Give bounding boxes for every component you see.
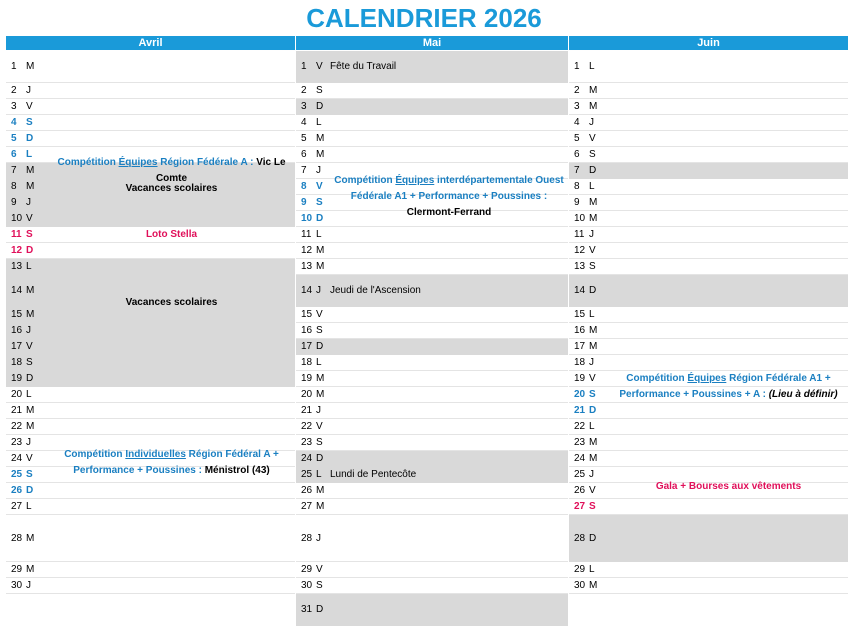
day-number: 21 <box>301 405 313 416</box>
day-number: 5 <box>301 133 307 144</box>
day-letter: L <box>26 149 33 160</box>
month-header-avril: Avril <box>6 36 295 50</box>
day-row <box>569 451 848 467</box>
day-row <box>296 259 568 275</box>
day-number: 19 <box>11 373 23 384</box>
day-list-juin <box>569 51 848 594</box>
day-row <box>569 275 848 307</box>
day-letter: M <box>26 532 35 544</box>
day-number: 18 <box>574 357 586 368</box>
day-number: 23 <box>574 437 586 448</box>
day-number: 9 <box>301 197 307 208</box>
day-number: 11 <box>301 229 312 240</box>
day-number: 29 <box>574 564 586 575</box>
day-row <box>569 323 848 339</box>
day-number: 27 <box>574 501 586 512</box>
day-row <box>569 435 848 451</box>
day-number: 27 <box>301 501 313 512</box>
day-letter: M <box>26 181 35 192</box>
day-letter: D <box>26 373 34 384</box>
day-number: 26 <box>301 485 313 496</box>
day-number: 2 <box>11 85 17 96</box>
day-letter: L <box>26 261 32 272</box>
day-number: 25 <box>11 469 23 480</box>
day-number: 1 <box>301 61 307 72</box>
day-letter: J <box>589 229 594 240</box>
day-number: 13 <box>574 261 586 272</box>
day-number: 24 <box>574 453 586 464</box>
day-letter: S <box>589 261 596 272</box>
day-letter: D <box>316 213 324 224</box>
event-competition-equipes-avril: Compétition Équipes Région Fédérale A : Vic Le Comte <box>57 157 286 184</box>
day-number: 30 <box>574 580 586 591</box>
day-row <box>296 419 568 435</box>
day-row <box>296 147 568 163</box>
day-row <box>296 451 568 467</box>
day-number: 17 <box>301 341 313 352</box>
event-gala-bourses: Gala + Bourses aux vêtements <box>655 481 802 492</box>
day-row <box>6 323 295 339</box>
day-number: 29 <box>11 564 23 575</box>
day-letter: L <box>589 421 595 432</box>
day-number: 3 <box>11 101 17 112</box>
day-row <box>296 51 568 83</box>
day-number: 2 <box>574 85 580 96</box>
day-row <box>6 387 295 403</box>
day-row <box>6 419 295 435</box>
day-letter: V <box>589 373 596 384</box>
day-number: 28 <box>574 532 586 544</box>
day-number: 23 <box>301 437 313 448</box>
day-number: 1 <box>574 61 580 72</box>
day-row <box>569 163 848 179</box>
day-letter: J <box>26 580 31 591</box>
day-number: 12 <box>574 245 586 256</box>
day-row <box>6 99 295 115</box>
day-letter: V <box>26 453 33 464</box>
day-letter: D <box>26 485 34 496</box>
day-letter: M <box>589 85 598 96</box>
day-letter: M <box>26 405 35 416</box>
day-letter: L <box>316 229 322 240</box>
day-letter: M <box>316 501 325 512</box>
day-letter: L <box>26 389 32 400</box>
day-number: 7 <box>301 165 307 176</box>
day-row <box>296 371 568 387</box>
day-number: 5 <box>11 133 17 144</box>
day-row <box>6 339 295 355</box>
day-row <box>296 243 568 259</box>
day-row <box>569 211 848 227</box>
day-label: Jeudi de l'Ascension <box>330 285 421 296</box>
day-letter: V <box>26 101 33 112</box>
day-row <box>296 307 568 323</box>
day-letter: V <box>26 213 33 224</box>
day-letter: S <box>316 325 323 336</box>
day-number: 16 <box>574 325 586 336</box>
day-number: 4 <box>301 117 307 128</box>
day-number: 8 <box>301 181 307 192</box>
day-label: Lundi de Pentecôte <box>330 469 417 480</box>
day-letter: J <box>26 85 31 96</box>
day-row <box>569 499 848 515</box>
day-letter: V <box>26 341 33 352</box>
day-letter: D <box>316 341 324 352</box>
day-row <box>6 515 295 562</box>
day-number: 7 <box>574 165 580 176</box>
day-number: 13 <box>11 261 23 272</box>
day-letter: D <box>316 604 324 615</box>
day-letter: J <box>26 197 31 208</box>
day-number: 24 <box>301 453 313 464</box>
day-number: 12 <box>11 245 23 256</box>
day-row <box>296 403 568 419</box>
day-row <box>569 227 848 243</box>
day-number: 10 <box>574 213 586 224</box>
day-number: 29 <box>301 564 313 575</box>
day-number: 18 <box>301 357 313 368</box>
day-row <box>296 83 568 99</box>
event-vacances-scolaires-2: Vacances scolaires <box>125 297 218 308</box>
day-row <box>6 115 295 131</box>
day-letter: D <box>316 453 324 464</box>
day-number: 6 <box>11 149 17 160</box>
day-number: 3 <box>574 101 580 112</box>
day-row <box>6 211 295 227</box>
day-row <box>296 467 568 483</box>
day-number: 15 <box>301 309 313 320</box>
day-row <box>569 131 848 147</box>
day-number: 11 <box>11 229 22 240</box>
day-number: 1 <box>11 61 17 72</box>
day-number: 14 <box>11 285 23 296</box>
day-number: 26 <box>11 485 23 496</box>
day-number: 22 <box>301 421 313 432</box>
day-row <box>296 99 568 115</box>
day-number: 4 <box>11 117 17 128</box>
day-letter: V <box>589 133 596 144</box>
day-letter: J <box>316 165 321 176</box>
day-list-avril <box>6 51 295 594</box>
day-row <box>6 578 295 594</box>
day-letter: J <box>316 285 321 296</box>
day-number: 19 <box>301 373 313 384</box>
day-row <box>569 355 848 371</box>
day-letter: S <box>589 501 596 512</box>
day-letter: M <box>316 245 325 256</box>
day-letter: V <box>316 181 323 192</box>
day-letter: L <box>589 61 595 72</box>
day-number: 27 <box>11 501 23 512</box>
day-number: 20 <box>11 389 23 400</box>
day-row <box>296 435 568 451</box>
calendar-title: CALENDRIER 2026 <box>306 3 542 33</box>
day-number: 2 <box>301 85 307 96</box>
day-letter: D <box>589 532 597 544</box>
day-letter: S <box>589 149 596 160</box>
day-number: 15 <box>11 309 23 320</box>
day-letter: J <box>589 357 594 368</box>
event-competition-equipes-juin: Compétition Équipes Région Fédérale A1 + Performance + Poussines + A : (Lieu à définir) <box>619 373 838 400</box>
day-letter: M <box>316 373 325 384</box>
day-row <box>569 403 848 419</box>
day-row <box>569 562 848 578</box>
day-letter: M <box>316 485 325 496</box>
day-letter: D <box>589 285 597 296</box>
day-letter: S <box>316 580 323 591</box>
day-number: 16 <box>11 325 23 336</box>
day-letter: V <box>316 564 323 575</box>
day-number: 7 <box>11 165 17 176</box>
day-letter: S <box>26 117 33 128</box>
day-row <box>569 243 848 259</box>
day-letter: S <box>316 437 323 448</box>
day-number: 8 <box>11 181 17 192</box>
day-number: 30 <box>11 580 23 591</box>
day-letter: V <box>316 61 323 72</box>
day-letter: J <box>316 532 321 544</box>
day-number: 19 <box>574 373 586 384</box>
day-letter: J <box>26 325 31 336</box>
day-letter: M <box>26 421 35 432</box>
day-letter: J <box>316 405 321 416</box>
day-letter: J <box>589 469 594 480</box>
day-number: 25 <box>301 469 313 480</box>
day-letter: S <box>589 389 596 400</box>
day-number: 3 <box>301 101 307 112</box>
month-column-juin <box>569 36 848 599</box>
day-letter: S <box>316 85 323 96</box>
day-row <box>6 355 295 371</box>
day-row <box>6 259 295 275</box>
day-letter: D <box>589 165 597 176</box>
month-column-avril <box>6 36 295 599</box>
day-letter: M <box>589 341 598 352</box>
day-row <box>296 227 568 243</box>
event-vacances-scolaires-1: Vacances scolaires <box>125 183 218 194</box>
day-letter: D <box>316 101 324 112</box>
day-letter: L <box>589 309 595 320</box>
day-row <box>569 83 848 99</box>
day-row <box>6 131 295 147</box>
day-row <box>296 578 568 594</box>
day-letter: M <box>589 580 598 591</box>
day-letter: M <box>589 101 598 112</box>
day-number: 10 <box>301 213 313 224</box>
event-loto-stella: Loto Stella <box>145 229 198 240</box>
day-letter: M <box>589 453 598 464</box>
day-letter: S <box>26 469 33 480</box>
day-number: 31 <box>301 604 313 615</box>
day-letter: M <box>26 309 35 320</box>
day-letter: M <box>589 325 598 336</box>
day-row <box>296 515 568 562</box>
day-number: 12 <box>301 245 313 256</box>
day-number: 18 <box>11 357 23 368</box>
day-row <box>296 339 568 355</box>
day-letter: M <box>589 437 598 448</box>
day-number: 14 <box>574 285 586 296</box>
day-row <box>569 115 848 131</box>
day-number: 16 <box>301 325 313 336</box>
day-letter: J <box>26 437 31 448</box>
day-number: 17 <box>574 341 586 352</box>
day-row <box>296 355 568 371</box>
day-letter: M <box>589 213 598 224</box>
day-list-mai <box>296 51 568 626</box>
day-letter: D <box>26 133 34 144</box>
day-letter: M <box>316 389 325 400</box>
day-number: 9 <box>11 197 17 208</box>
day-letter: V <box>316 309 323 320</box>
day-row <box>569 419 848 435</box>
day-letter: L <box>589 181 595 192</box>
day-row <box>296 562 568 578</box>
day-letter: L <box>316 117 322 128</box>
day-letter: S <box>26 357 33 368</box>
day-letter: M <box>316 133 325 144</box>
day-row <box>296 115 568 131</box>
event-competition-individuelles-avril: Compétition Individuelles Région Fédéral A + Performance + Poussines : Ménistrol (43) <box>64 449 279 476</box>
day-number: 17 <box>11 341 23 352</box>
day-letter: L <box>316 469 322 480</box>
day-letter: V <box>316 421 323 432</box>
day-number: 8 <box>574 181 580 192</box>
day-number: 10 <box>11 213 23 224</box>
day-row <box>6 499 295 515</box>
day-letter: S <box>316 197 323 208</box>
day-letter: D <box>26 245 34 256</box>
day-row <box>296 131 568 147</box>
day-number: 28 <box>301 532 313 544</box>
day-number: 4 <box>574 117 580 128</box>
day-row <box>569 179 848 195</box>
day-label: Fête du Travail <box>330 61 397 72</box>
day-row <box>569 339 848 355</box>
day-letter: V <box>589 245 596 256</box>
day-letter: M <box>26 564 35 575</box>
day-letter: D <box>589 405 597 416</box>
day-row <box>296 275 568 307</box>
day-number: 23 <box>11 437 23 448</box>
day-row <box>569 99 848 115</box>
day-letter: M <box>26 61 35 72</box>
day-row <box>296 323 568 339</box>
day-row <box>569 578 848 594</box>
day-number: 20 <box>301 389 313 400</box>
day-letter: S <box>26 229 33 240</box>
day-row <box>569 259 848 275</box>
day-letter: L <box>26 501 32 512</box>
day-row <box>6 51 295 83</box>
day-letter: V <box>589 485 596 496</box>
day-letter: M <box>589 197 598 208</box>
day-row <box>296 387 568 403</box>
day-number: 5 <box>574 133 580 144</box>
day-letter: J <box>589 117 594 128</box>
day-number: 11 <box>574 229 585 240</box>
day-row <box>6 403 295 419</box>
day-row <box>296 499 568 515</box>
day-number: 25 <box>574 469 586 480</box>
day-number: 20 <box>574 389 586 400</box>
day-number: 26 <box>574 485 586 496</box>
day-row <box>6 83 295 99</box>
day-row <box>569 195 848 211</box>
day-number: 13 <box>301 261 313 272</box>
day-row <box>569 515 848 562</box>
day-row <box>6 243 295 259</box>
day-number: 9 <box>574 197 580 208</box>
day-letter: M <box>316 149 325 160</box>
day-letter: M <box>26 165 35 176</box>
day-row <box>296 483 568 499</box>
day-row <box>6 562 295 578</box>
month-header-mai: Mai <box>296 36 568 50</box>
day-number: 15 <box>574 309 586 320</box>
day-letter: L <box>589 564 595 575</box>
day-number: 24 <box>11 453 23 464</box>
event-competition-equipes-mai: Compétition Équipes interdépartementale Ouest Fédérale A1 + Performance + Poussines : Clermont-Ferrand <box>334 175 564 218</box>
day-number: 22 <box>574 421 586 432</box>
day-letter: L <box>316 357 322 368</box>
day-number: 21 <box>11 405 23 416</box>
day-letter: M <box>316 261 325 272</box>
day-number: 28 <box>11 532 23 544</box>
day-number: 6 <box>301 149 307 160</box>
day-row <box>569 147 848 163</box>
day-number: 30 <box>301 580 313 591</box>
day-number: 22 <box>11 421 23 432</box>
day-row <box>6 195 295 211</box>
month-header-juin: Juin <box>569 36 848 50</box>
month-column-mai <box>296 36 568 615</box>
day-number: 6 <box>574 149 580 160</box>
day-row <box>6 371 295 387</box>
day-row <box>569 307 848 323</box>
day-number: 14 <box>301 285 313 296</box>
day-row <box>6 483 295 499</box>
day-number: 21 <box>574 405 586 416</box>
day-row <box>569 51 848 83</box>
day-letter: M <box>26 285 35 296</box>
